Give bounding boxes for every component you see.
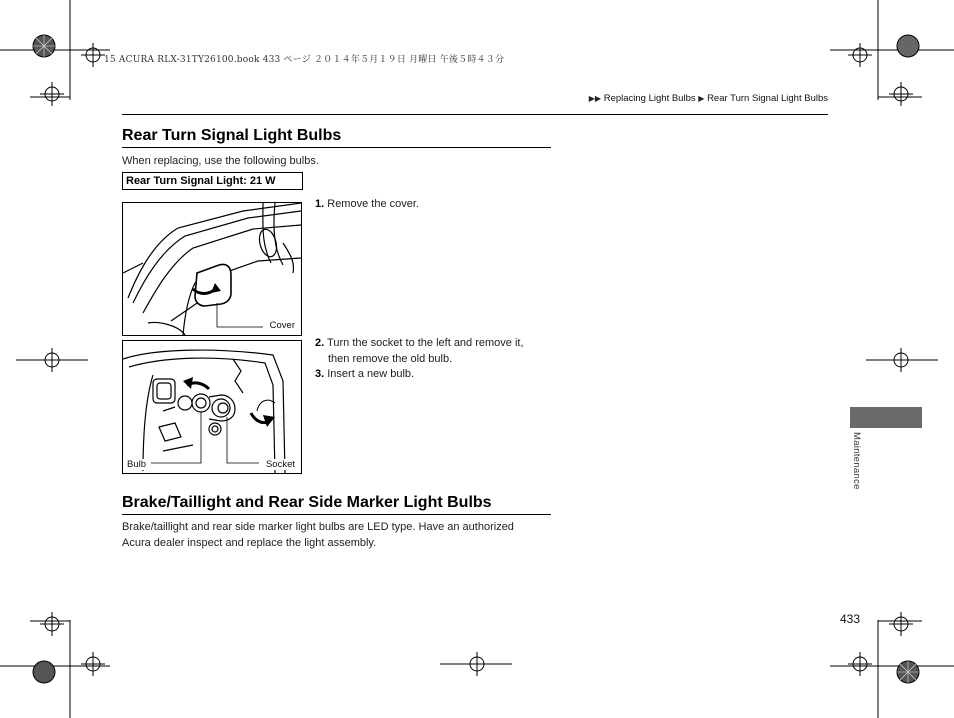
chapter-label-maintenance: Maintenance (851, 432, 862, 490)
header-rule (122, 114, 828, 115)
figure-label-socket: Socket (265, 459, 295, 470)
figure-label-cover: Cover (269, 320, 295, 331)
figure-label-bulb: Bulb (127, 459, 147, 470)
section-title-brake-taillight: Brake/Taillight and Rear Side Marker Light Bulbs (122, 494, 551, 515)
section2-body-line-2: Acura dealer inspect and replace the light assembly. (122, 537, 377, 549)
breadcrumb-double-arrow-icon: ▶▶ (588, 94, 602, 103)
section-title-rear-turn-signal: Rear Turn Signal Light Bulbs (122, 127, 551, 148)
breadcrumb-arrow-icon: ▶ (698, 94, 705, 103)
page-number: 433 (840, 612, 861, 626)
step-text: Remove the cover. (327, 198, 419, 210)
breadcrumb-current-page: Rear Turn Signal Light Bulbs (707, 93, 828, 104)
chapter-tab[interactable] (850, 407, 922, 428)
figure-remove-cover (122, 202, 302, 336)
breadcrumb (589, 93, 828, 104)
step-2 (315, 336, 524, 367)
section2-body-line-1: Brake/taillight and rear side marker light bulbs are LED type. Have an authorized (122, 521, 514, 533)
step-text-continued: then remove the old bulb. (328, 352, 453, 365)
step-1 (315, 197, 419, 213)
figure-bulb-socket (122, 340, 302, 474)
section2-body (122, 519, 514, 551)
step-number: 1. (315, 198, 325, 210)
breadcrumb-link-replacing-light-bulbs[interactable]: Replacing Light Bulbs (603, 93, 696, 104)
print-header: 15 ACURA RLX-31TY26100.book 433 ページ ２０１４年５月１９日 月曜日 午後５時４３分 (104, 55, 505, 65)
step-number: 2. (315, 337, 325, 349)
socket-illustration (123, 341, 301, 473)
step-text: Turn the socket to the left and remove it, (327, 337, 524, 349)
step-3 (315, 367, 414, 383)
cover-illustration (123, 203, 301, 335)
step-text: Insert a new bulb. (327, 368, 415, 380)
bulb-spec-box: Rear Turn Signal Light: 21 W (122, 172, 303, 190)
step-number: 3. (315, 368, 325, 380)
section-intro: When replacing, use the following bulbs. (122, 155, 319, 167)
